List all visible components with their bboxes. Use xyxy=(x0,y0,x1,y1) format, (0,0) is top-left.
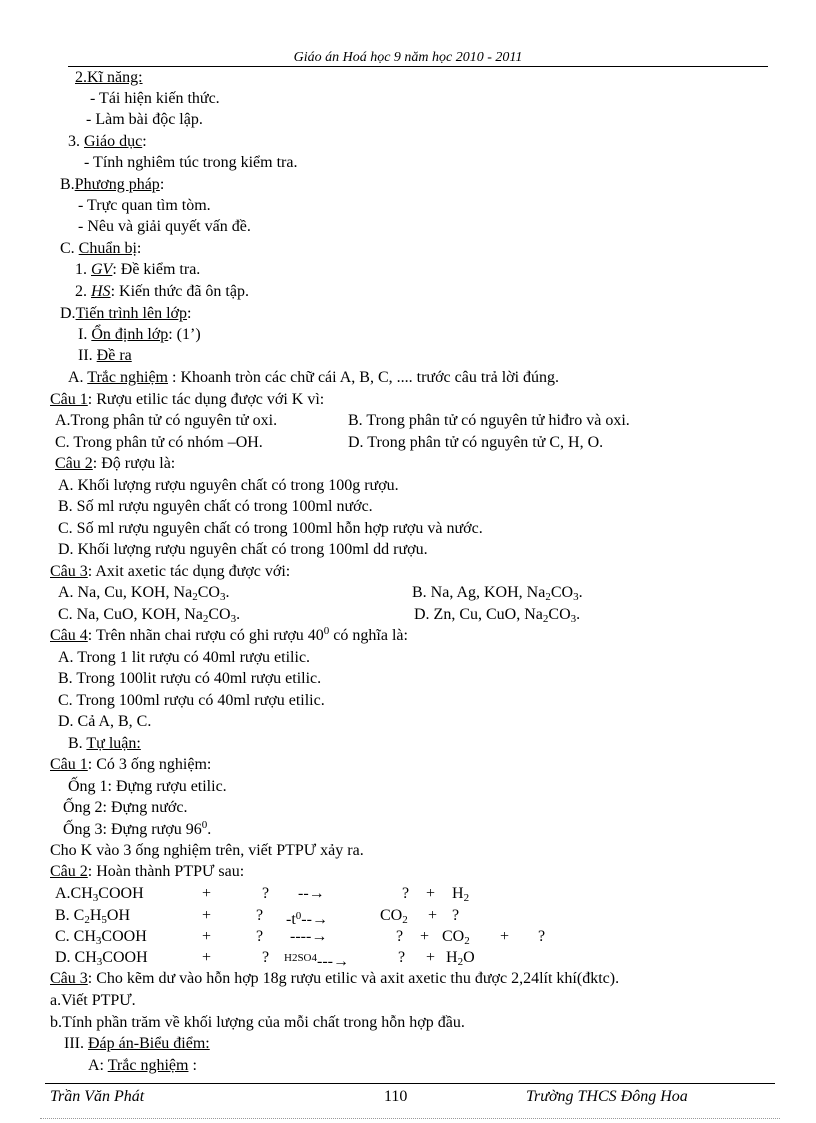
bottom-dotted-border xyxy=(40,1118,780,1119)
text-line: I. Ổn định lớp: (1’) xyxy=(78,326,201,343)
text-line: - Làm bài độc lập. xyxy=(86,111,203,128)
unknown: ? xyxy=(538,928,546,945)
section-dap-an: III. Đáp án-Biểu điểm: xyxy=(64,1035,210,1052)
arrow: --→ xyxy=(298,885,325,902)
product: $CO_2$ xyxy=(442,928,470,947)
plus: + xyxy=(500,928,510,945)
plus: + xyxy=(426,949,436,966)
option: B. Trong phân tử có nguyên tử hiđro và oxi. xyxy=(348,412,630,429)
question-1: Câu 1: Rượu etilic tác dụng được với K vì: xyxy=(50,391,325,408)
problem-1: Câu 1: Có 3 ống nghiệm: xyxy=(50,756,212,773)
text-line: Cho K vào 3 ống nghiệm trên, viết PTPƯ xảy ra. xyxy=(50,842,364,859)
plus: + xyxy=(202,928,212,945)
option: D. Cả A, B, C. xyxy=(58,713,152,730)
unknown: ? xyxy=(398,949,406,966)
plus: + xyxy=(420,928,430,945)
text-line: Ống 3: Đựng rượu $96^0$. xyxy=(63,819,212,838)
option: B. Na, Ag, KOH, $Na_2CO_3$. xyxy=(412,584,583,603)
option: A. Khối lượng rượu nguyên chất có trong 100g rượu. xyxy=(58,477,399,494)
text-line: Ống 2: Đựng nước. xyxy=(63,799,188,816)
equation-b-label: B. $C_2H_5OH$ xyxy=(55,907,131,926)
arrow: $^{H2SO4}$---→ xyxy=(284,952,349,970)
option: C. Na, CuO, KOH, $Na_2CO_3$. xyxy=(58,606,241,625)
unknown: ? xyxy=(262,949,270,966)
equation-c-label: C. $CH_3COOH$ xyxy=(55,928,147,947)
option: D. Trong phân tử có nguyên tử C, H, O. xyxy=(348,434,604,451)
text-line: b.Tính phần trăm về khối lượng của mỗi chất trong hỗn hợp đầu. xyxy=(50,1014,465,1031)
header-divider xyxy=(68,66,768,67)
arrow: ----→ xyxy=(290,928,328,945)
section-giao-duc: 3. Giáo dục: xyxy=(68,133,147,150)
text-line: - Nêu và giải quyết vấn đề. xyxy=(78,218,251,235)
section-ki-nang: 2.Kĩ năng: xyxy=(75,69,143,86)
equation-d-label: D. $CH_3COOH$ xyxy=(55,949,148,968)
option: D. Zn, Cu, CuO, $Na_2CO_3$. xyxy=(414,606,581,625)
unknown: ? xyxy=(396,928,404,945)
product: $CO_2$ xyxy=(380,907,408,926)
option: A. Na, Cu, KOH, $Na_2CO_3$. xyxy=(58,584,230,603)
option: A. Trong 1 lit rượu có 40ml rượu etilic. xyxy=(58,649,311,666)
unknown: ? xyxy=(402,885,410,902)
problem-2: Câu 2: Hoàn thành PTPƯ sau: xyxy=(50,863,245,880)
text-line: - Tái hiện kiến thức. xyxy=(90,90,220,107)
plus: + xyxy=(202,949,212,966)
footer-author: Trần Văn Phát xyxy=(50,1088,145,1105)
product: $H_2$ xyxy=(452,885,470,904)
text-line: Ống 1: Đựng rượu etilic. xyxy=(68,778,227,795)
arrow: $-t^0--\to$ xyxy=(286,910,328,928)
product: $H_2O$ xyxy=(446,949,475,968)
option: C. Số ml rượu nguyên chất có trong 100ml hỗn hợp rượu và nước. xyxy=(58,520,483,537)
option: C. Trong phân tử có nhóm –OH. xyxy=(55,434,263,451)
question-4: Câu 4: Trên nhãn chai rượu có ghi rượu $40^0$ có nghĩa là: xyxy=(50,625,408,644)
section-phuong-phap: B.Phương pháp: xyxy=(60,176,165,193)
text-line: 1. GV: Đề kiểm tra. xyxy=(75,261,201,278)
footer-divider xyxy=(45,1083,775,1084)
problem-3: Câu 3: Cho kẽm dư vào hỗn hợp 18g rượu etilic và axit axetic thu được 2,24lít khí(đktc). xyxy=(50,970,620,987)
section-chuan-bi: C. Chuẩn bị: xyxy=(60,240,142,257)
equation-a-label: $A.CH_3COOH$ xyxy=(55,885,144,904)
text-line: a.Viết PTPƯ. xyxy=(50,992,136,1009)
unknown: ? xyxy=(256,907,264,924)
option: B. Số ml rượu nguyên chất có trong 100ml nước. xyxy=(58,498,373,515)
plus: + xyxy=(426,885,436,902)
unknown: ? xyxy=(256,928,264,945)
option: B. Trong 100lit rượu có 40ml rượu etilic. xyxy=(58,670,322,687)
text-line: 2. HS: Kiến thức đã ôn tập. xyxy=(75,283,249,300)
section-tien-trinh: D.Tiến trình lên lớp: xyxy=(60,305,192,322)
plus: + xyxy=(202,907,212,924)
section-tu-luan: B. Tự luận: xyxy=(68,735,141,752)
option: D. Khối lượng rượu nguyên chất có trong 100ml dd rượu. xyxy=(58,541,428,558)
option: A.Trong phân tử có nguyên tử oxi. xyxy=(55,412,278,429)
page-number: 110 xyxy=(384,1088,408,1105)
section-de-ra: II. Đề ra xyxy=(78,347,132,364)
text-line: - Trực quan tìm tòm. xyxy=(78,197,211,214)
question-3: Câu 3: Axit axetic tác dụng được với: xyxy=(50,563,291,580)
text-line: - Tính nghiêm túc trong kiểm tra. xyxy=(84,154,298,171)
plus: + xyxy=(428,907,438,924)
question-2: Câu 2: Độ rượu là: xyxy=(55,455,176,472)
page-header: Giáo án Hoá học 9 năm học 2010 - 2011 xyxy=(293,50,523,65)
plus: + xyxy=(202,885,212,902)
section-trac-nghiem: A. Trắc nghiệm : Khoanh tròn các chữ cái A, B, C, .... trước câu trả lời đúng. xyxy=(68,369,560,386)
unknown: ? xyxy=(452,907,460,924)
unknown: ? xyxy=(262,885,270,902)
section-trac-nghiem-answer: A: Trắc nghiệm : xyxy=(88,1057,197,1074)
option: C. Trong 100ml rượu có 40ml rượu etilic. xyxy=(58,692,325,709)
footer-school: Trường THCS Đông Hoa xyxy=(526,1088,688,1105)
